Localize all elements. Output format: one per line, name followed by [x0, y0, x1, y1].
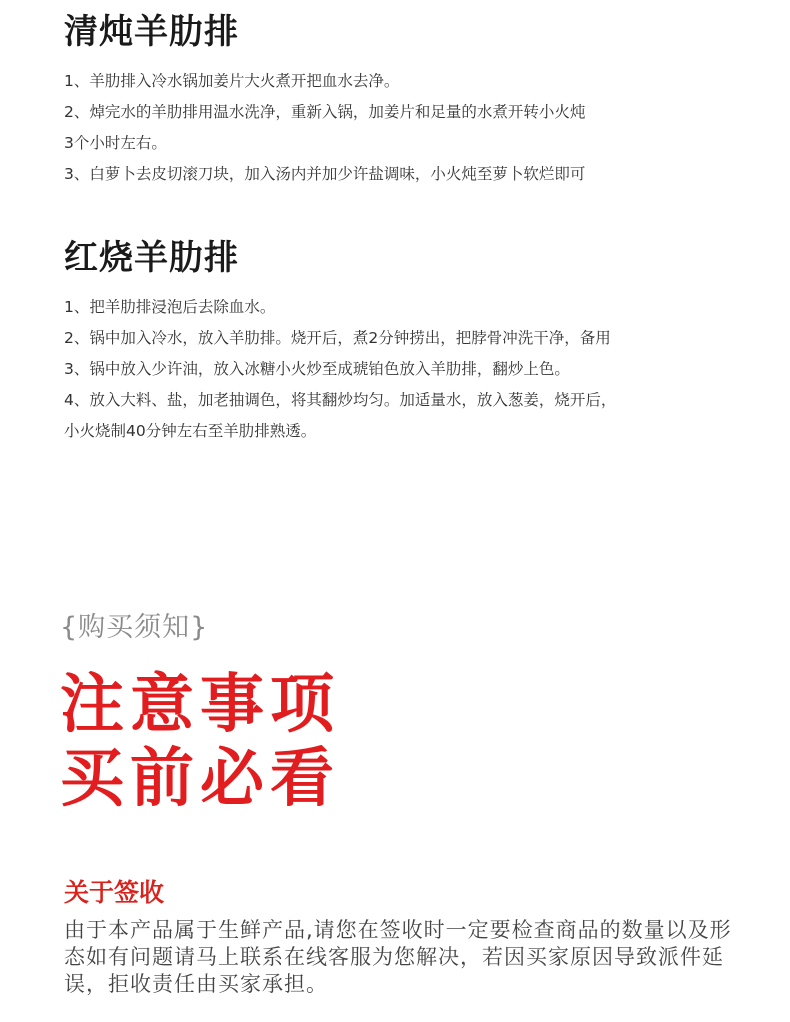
- recipe-step: 3、白萝卜去皮切滚刀块，加入汤内并加少许盐调味，小火炖至萝卜软烂即可: [64, 165, 586, 183]
- recipe-steps: [64, 292, 750, 447]
- receipt-title: 关于签收: [64, 878, 165, 907]
- recipe-steps: [64, 66, 750, 190]
- recipe-stewed-lamb-ribs: [64, 12, 750, 190]
- recipe-braised-lamb-ribs: [64, 238, 750, 447]
- recipe-step: 2、锅中加入冷水，放入羊肋排。烧开后，煮2分钟捞出，把脖骨冲洗干净，备用: [64, 329, 611, 347]
- recipe-step: 1、羊肋排入冷水锅加姜片大火煮开把血水去净。: [64, 72, 400, 90]
- recipe-step: 3个小时左右。: [64, 134, 167, 152]
- recipe-step: 1、把羊肋排浸泡后去除血水。: [64, 298, 276, 316]
- recipe-title: 红烧羊肋排: [64, 238, 239, 278]
- notice-headline: [60, 668, 340, 816]
- recipe-step: 小火烧制40分钟左右至羊肋排熟透。: [64, 422, 317, 440]
- recipe-step: 3、锅中放入少许油，放入冰糖小火炒至成琥铂色放入羊肋排，翻炒上色。: [64, 360, 570, 378]
- purchase-notice-tag: {购买须知}: [60, 612, 209, 643]
- receipt-body: 由于本产品属于生鲜产品,请您在签收时一定要检查商品的数量以及形态如有问题请马上联系在线客服为您解决，若因买家原因导致派件延误，拒收责任由买家承担。: [64, 918, 732, 996]
- receipt-section: [64, 875, 750, 998]
- recipe-step: 2、焯完水的羊肋排用温水洗净，重新入锅，加姜片和足量的水煮开转小火炖: [64, 103, 586, 121]
- recipe-title: 清炖羊肋排: [64, 12, 239, 52]
- headline-line-1: 注意事项: [60, 668, 340, 742]
- headline-line-2: 买前必看: [60, 742, 340, 816]
- recipe-step: 4、放入大料、盐，加老抽调色，将其翻炒均匀。加适量水，放入葱姜，烧开后，: [64, 391, 617, 409]
